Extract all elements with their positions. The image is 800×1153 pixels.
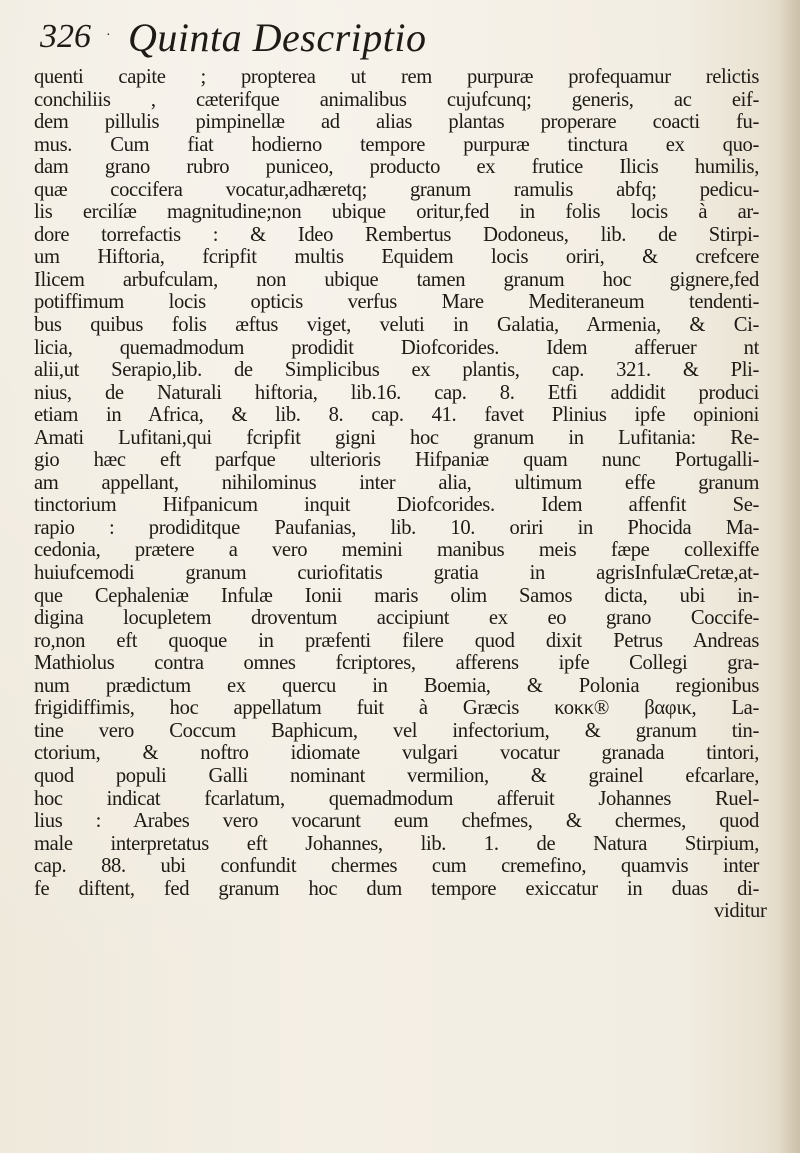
text-line: quenti capite ; propterea ut rem purpuræ profequamur relictis xyxy=(34,66,759,88)
text-line: potiffimum locis opticis verfus Mare Mediteraneum tendenti- xyxy=(34,291,759,314)
ornament-icon: · xyxy=(106,28,112,43)
text-line: huiufcemodi granum curiofitatis gratia in agrisInfulæCretæ,at- xyxy=(34,562,759,585)
text-line: um Hiftoria, fcripfit multis Equidem locis oriri, & crefcere xyxy=(34,246,759,269)
text-line: Ilicem arbufculam, non ubique tamen granum hoc gignere,fed xyxy=(34,268,759,291)
page-number: 326 xyxy=(40,18,91,55)
running-head xyxy=(106,14,427,61)
text-line: hoc indicat fcarlatum, quemadmodum afferuit Johannes Ruel- xyxy=(34,787,759,810)
text-line: digina locupletem droventum accipiunt ex eo grano Coccife- xyxy=(34,607,759,630)
page-header xyxy=(40,14,740,62)
text-line: Amati Lufitani,qui fcripfit gigni hoc granum in Lufitania: Re- xyxy=(34,426,759,449)
running-head-title: Quinta Descriptio xyxy=(128,15,427,60)
page-gutter-shadow xyxy=(778,0,800,1153)
text-line: cap. 88. ubi confundit chermes cum cremefino, quamvis inter xyxy=(34,855,759,878)
text-line: etiam in Africa, & lib. 8. cap. 41. favet Plinius ipfe opinioni xyxy=(34,404,759,427)
text-line: male interpretatus eft Johannes, lib. 1. de Natura Stirpium, xyxy=(34,832,759,855)
text-line: Mathiolus contra omnes fcriptores, afferens ipfe Collegi gra- xyxy=(34,652,759,675)
text-line: ctorium, & noftro idiomate vulgari vocatur granada tintori, xyxy=(34,742,759,765)
text-line: licia, quemadmodum prodidit Diofcorides. Idem afferuer nt xyxy=(34,336,759,359)
text-line: num prædictum ex quercu in Boemia, & Polonia regionibus xyxy=(34,674,759,697)
text-line: quæ coccifera vocatur,adhæretq; granum ramulis abfq; pedicu- xyxy=(34,178,759,201)
text-line: nius, de Naturali hiftoria, lib.16. cap. 8. Etfi addidit produci xyxy=(34,381,759,404)
body-text xyxy=(34,66,767,923)
text-line: alii,ut Serapio,lib. de Simplicibus ex plantis, cap. 321. & Pli- xyxy=(34,359,759,382)
text-line: lis ercilíæ magnitudine;non ubique oritur,fed in folis locis à ar- xyxy=(34,201,759,224)
text-line: dam grano rubro puniceo, producto ex frutice Ilicis humilis, xyxy=(34,156,759,179)
text-line: viditur xyxy=(714,900,767,923)
text-line: gio hæc eft parfque ulterioris Hifpaniæ quam nunc Portugalli- xyxy=(34,449,759,472)
text-line: fe diftent, fed granum hoc dum tempore exiccatur in duas di- xyxy=(34,877,759,900)
text-line: dore torrefactis : & Ideo Rembertus Dodoneus, lib. de Stirpi- xyxy=(34,223,759,246)
text-line: dem pillulis pimpinellæ ad alias plantas properare coacti fu- xyxy=(34,111,759,134)
text-line: que Cephaleniæ Infulæ Ionii maris olim Samos dicta, ubi in- xyxy=(34,584,759,607)
text-line: lius : Arabes vero vocarunt eum chefmes, & chermes, quod xyxy=(34,810,759,833)
text-line: rapio : prodiditque Paufanias, lib. 10. oriri in Phocida Ma- xyxy=(34,516,759,539)
text-line: mus. Cum fiat hodierno tempore purpuræ tinctura ex quo- xyxy=(34,133,759,156)
text-line: cedonia, prætere a vero memini manibus meis fæpe collexiffe xyxy=(34,539,759,562)
text-line: ro,non eft quoque in præfenti filere quod dixit Petrus Andreas xyxy=(34,629,759,652)
text-line: conchiliis , cæterifque animalibus cujufcunq; generis, ac eif- xyxy=(34,88,759,111)
text-line: am appellant, nihilominus inter alia, ultimum effe granum xyxy=(34,471,759,494)
text-line: tine vero Coccum Baphicum, vel infectorium, & granum tin- xyxy=(34,719,759,742)
text-line: quod populi Galli nominant vermilion, & grainel efcarlare, xyxy=(34,764,759,787)
text-line: frigidiffimis, hoc appellatum fuit à Græcis κοκκ® βαφικ, La- xyxy=(34,697,759,720)
text-line: bus quibus folis æftus viget, veluti in Galatia, Armenia, & Ci- xyxy=(34,314,759,337)
text-line: tinctorium Hifpanicum inquit Diofcorides. Idem affenfit Se- xyxy=(34,494,759,517)
